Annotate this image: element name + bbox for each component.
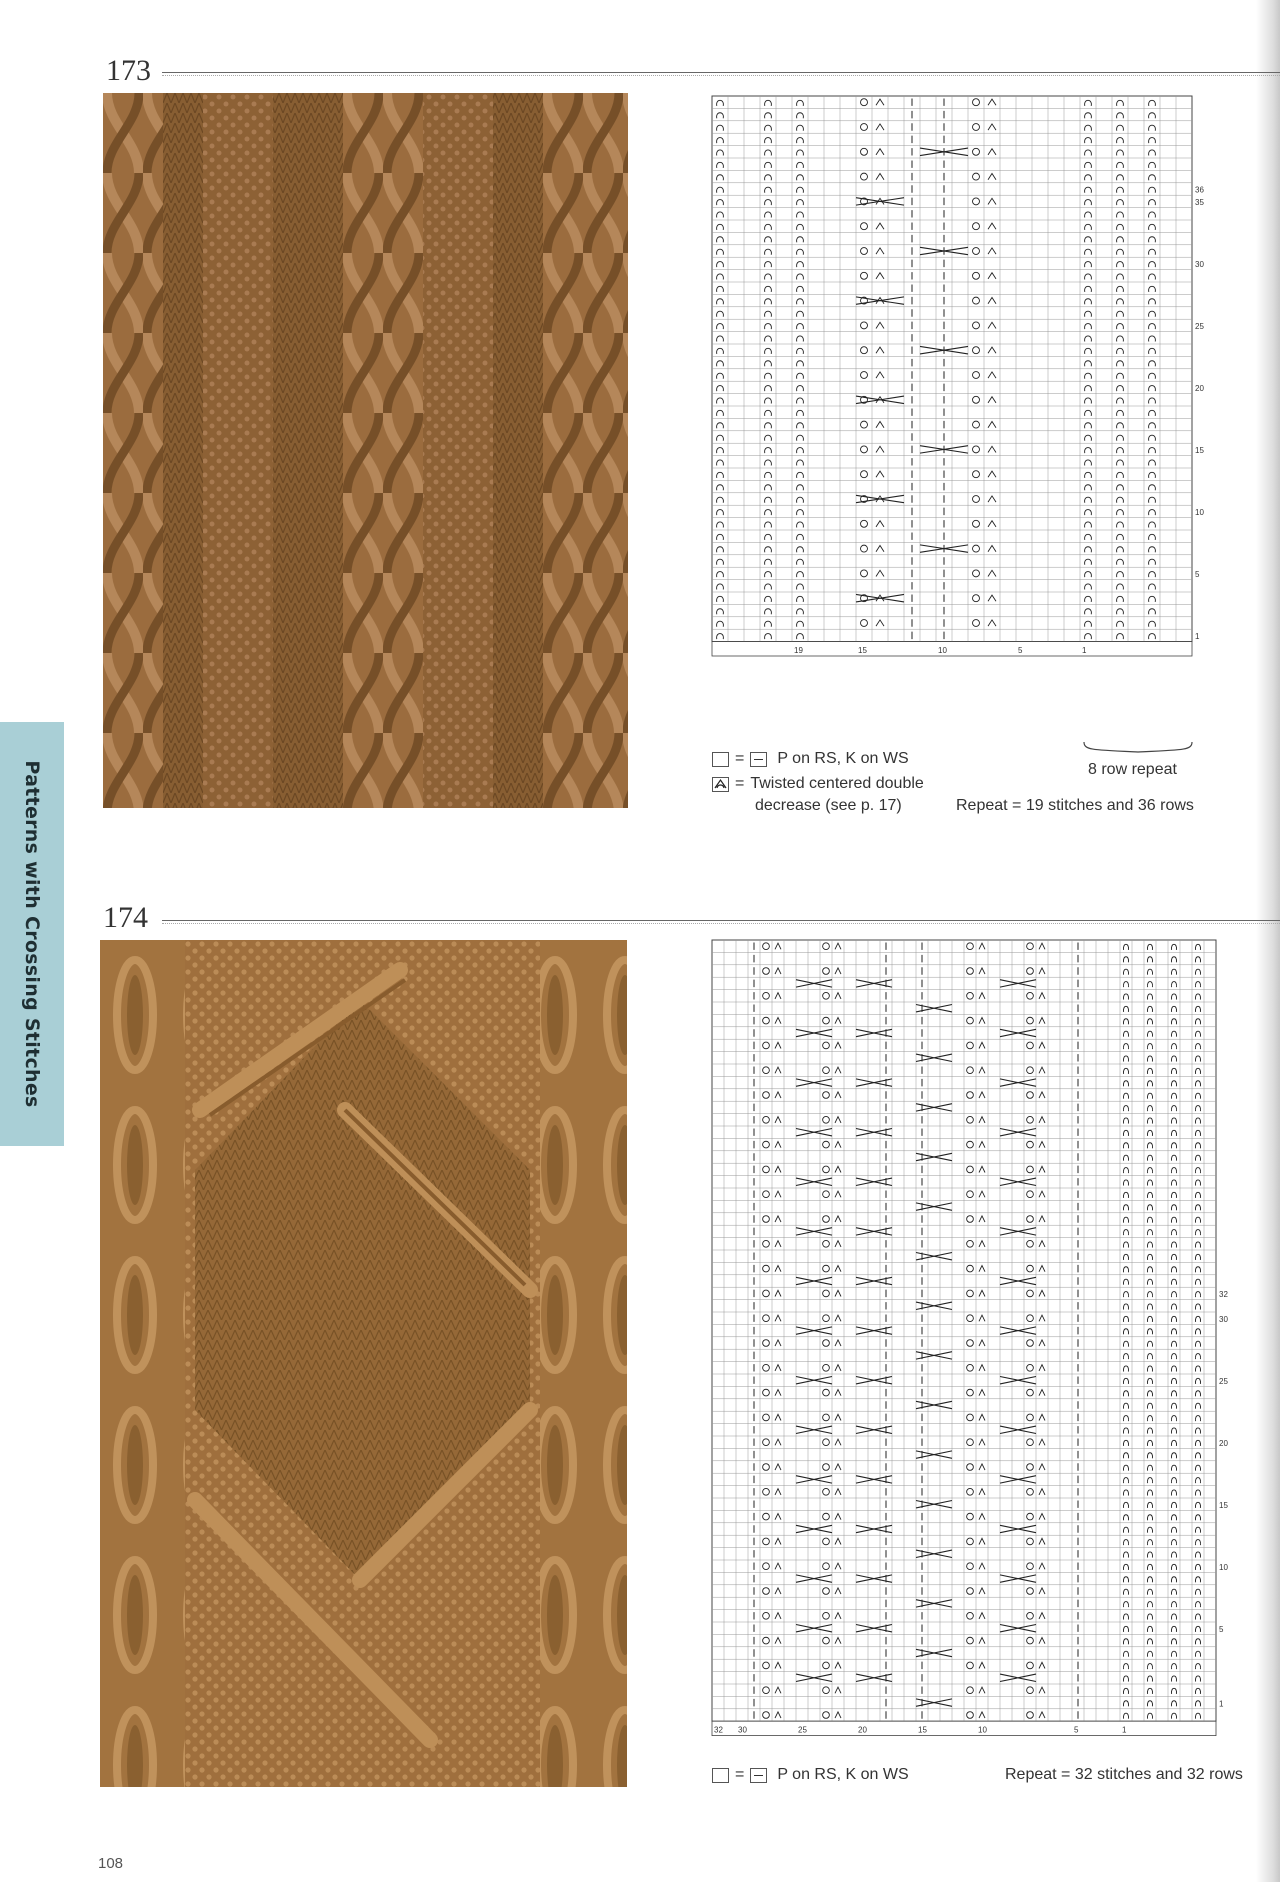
pattern-173-purl-label: P on RS, K on WS	[777, 750, 909, 767]
page-number: 108	[98, 1855, 124, 1872]
row-number-label: 36	[1195, 185, 1204, 195]
pattern-174-purl-label: P on RS, K on WS	[777, 1766, 909, 1783]
column-number-strip	[712, 1721, 1216, 1735]
pattern-174-number: 174	[103, 901, 148, 934]
column-number-label: 15	[858, 646, 867, 655]
pattern-173-legend-twisted: = Twisted centered double	[712, 775, 924, 793]
row-number-label: 35	[1195, 198, 1204, 208]
pattern-174-repeat-summary: Repeat = 32 stitches and 32 rows	[1005, 1766, 1243, 1783]
column-number-label: 10	[978, 1725, 987, 1735]
purl-dash-symbol-icon	[750, 752, 767, 767]
purl-dash-symbol-icon	[750, 1768, 767, 1783]
row-number-label: 1	[1195, 632, 1200, 642]
pattern-173-repeat-summary: Repeat = 19 stitches and 36 rows	[956, 797, 1194, 814]
pattern-173-twisted-label-2: decrease (see p. 17)	[755, 797, 902, 814]
row-number-label: 5	[1219, 1624, 1224, 1634]
row-number-label: 32	[1219, 1290, 1228, 1300]
row-number-label: 30	[1219, 1314, 1228, 1324]
pattern-173-number: 173	[106, 54, 151, 87]
row-number-label: 25	[1195, 322, 1204, 332]
pattern-173-swatch-photo	[103, 93, 628, 808]
column-number-label: 25	[798, 1725, 807, 1735]
pattern-174-legend-purl: = P on RS, K on WS	[712, 1766, 909, 1784]
column-number-label: 15	[918, 1725, 927, 1735]
column-number-label: 10	[938, 646, 947, 655]
row-number-label: 25	[1219, 1376, 1228, 1386]
pattern-173-chart	[712, 96, 1202, 739]
chapter-side-tab	[0, 722, 64, 1146]
row-number-label: 30	[1195, 260, 1204, 270]
pattern-173-twisted-label-1: Twisted centered double	[750, 775, 924, 792]
row-number-label: 15	[1219, 1500, 1228, 1510]
column-number-label: 30	[738, 1725, 747, 1735]
pattern-173-knit-texture	[103, 93, 628, 808]
row-number-label: 5	[1195, 570, 1200, 580]
pattern-174-chart	[712, 940, 1252, 1758]
pattern-173-legend-purl: = P on RS, K on WS	[712, 750, 909, 768]
column-number-label: 32	[714, 1725, 723, 1735]
column-number-strip	[712, 642, 1192, 656]
row-number-label: 15	[1195, 446, 1204, 456]
column-number-label: 20	[858, 1725, 867, 1735]
pattern-173-repeat-brace	[1082, 742, 1194, 756]
pattern-174-divider	[162, 920, 1280, 921]
row-number-label: 1	[1219, 1699, 1224, 1709]
column-number-label: 5	[1018, 646, 1023, 655]
row-number-label: 20	[1219, 1438, 1228, 1448]
row-number-label: 10	[1195, 508, 1204, 518]
pattern-174-knit-texture	[100, 940, 627, 1787]
purl-blank-symbol-icon	[712, 1768, 729, 1783]
pattern-174-swatch-photo	[100, 940, 627, 1787]
twisted-decrease-symbol-icon	[712, 777, 729, 792]
page-edge-shadow	[1256, 0, 1280, 1882]
pattern-173-divider	[162, 72, 1280, 73]
column-number-label: 1	[1082, 646, 1087, 655]
column-number-label: 19	[794, 646, 803, 655]
column-number-label: 5	[1074, 1725, 1079, 1735]
row-number-label: 20	[1195, 384, 1204, 394]
pattern-173-repeat-note: 8 row repeat	[1088, 761, 1177, 778]
purl-blank-symbol-icon	[712, 752, 729, 767]
row-number-label: 10	[1219, 1562, 1228, 1572]
chapter-side-tab-label: Patterns with Crossing Stitches	[21, 760, 43, 1108]
column-number-label: 1	[1122, 1725, 1127, 1735]
